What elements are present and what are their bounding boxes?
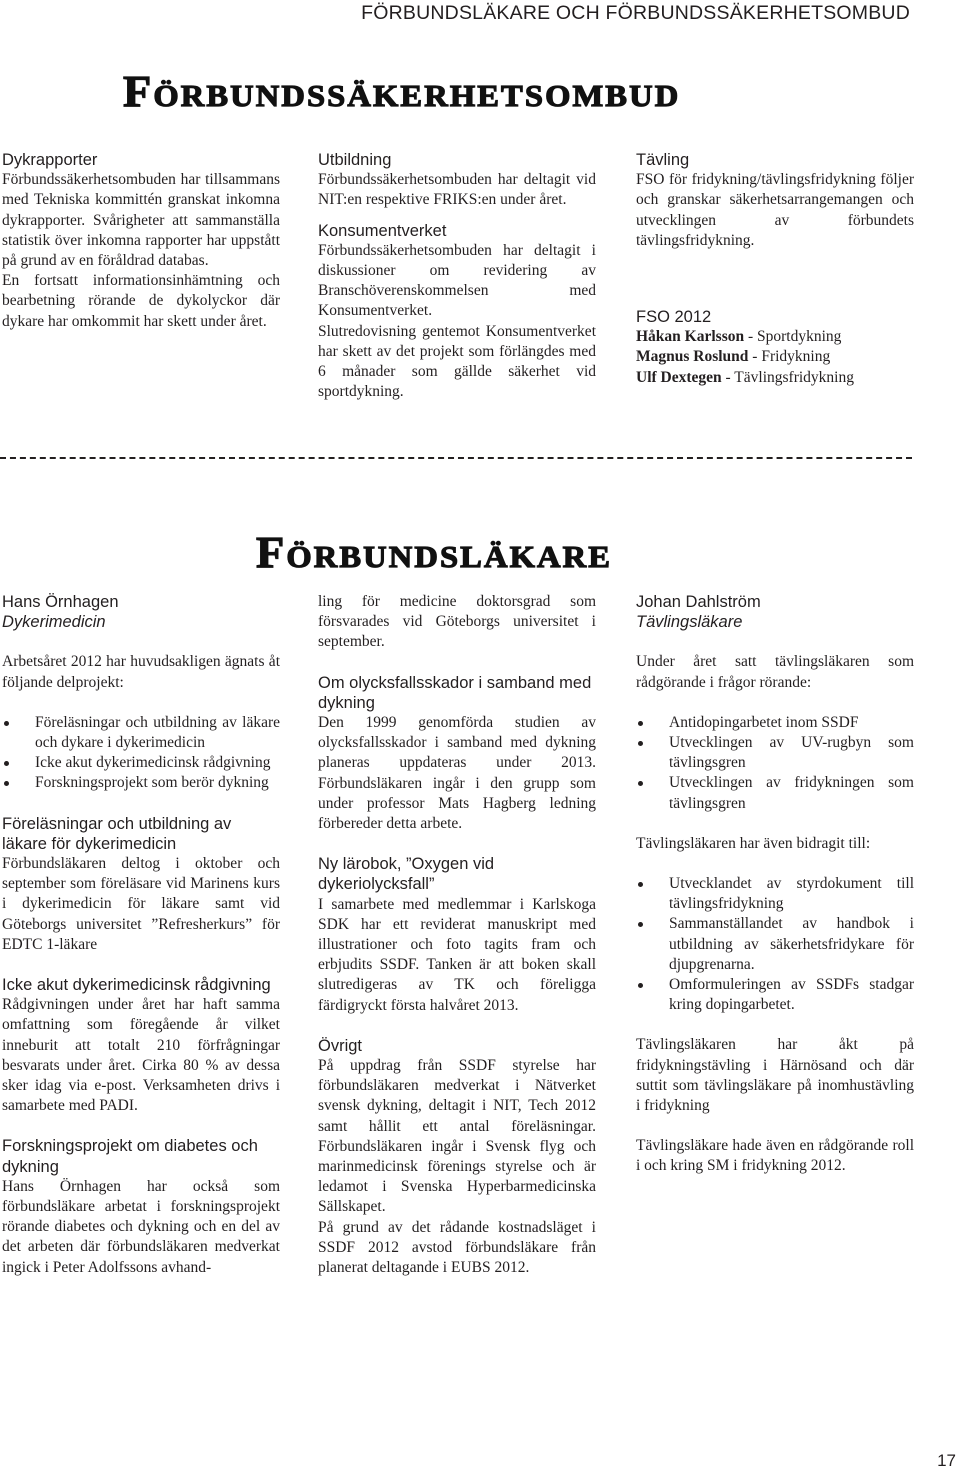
subheading: Forskningsprojekt om diabetes och dykning bbox=[2, 1137, 258, 1176]
subheading: Föreläsningar och utbildning av läkare för dykerimedicin bbox=[2, 814, 232, 853]
running-header: FÖRBUNDSLÄKARE OCH FÖRBUNDSSÄKERHETSOMBUD bbox=[361, 2, 910, 24]
list-item: Icke akut dykerimedicinsk rådgivning bbox=[2, 753, 280, 773]
dashed-divider bbox=[0, 457, 912, 459]
paragraph: Tävlingsläkaren har även bidragit till: bbox=[636, 834, 871, 852]
bullet-list bbox=[2, 713, 280, 794]
heading-tavling: Tävling bbox=[636, 151, 690, 169]
paragraph: Slutredovisning gentemot Konsumentverket har skett av det projekt som förlängdes med 6 månader som gällde säkerhet vid sportdykning. bbox=[318, 322, 596, 401]
page-number: 17 bbox=[937, 1451, 956, 1470]
section-title-forbundslakare: Förbundsläkare bbox=[256, 528, 613, 577]
paragraph: Arbetsåret 2012 har huvudsakligen ägnats åt följande delprojekt: bbox=[2, 653, 280, 691]
paragraph: Förbundssäkerhetsombuden har tillsammans med Tekniska kommittén granskat inkomna dykrapporter. Svårigheter att sammanställa statistik över inkomna rapporter har uppstått på grund av en föråldrad databas. bbox=[2, 171, 280, 270]
heading-utbildning: Utbildning bbox=[318, 151, 392, 169]
list-item: Utvecklingen av fridykningen som tävlingsgren bbox=[636, 773, 914, 813]
list-item: Omformuleringen av SSDFs stadgar kring dopingarbetet. bbox=[636, 975, 914, 1015]
lakare-column-3 bbox=[636, 592, 914, 1177]
paragraph: I samarbete med medlemmar i Karlskoga SDK har ett reviderat manuskript med illustrationer och foto tagits fram och erbjudits SSDF. Tanken är att boken skall slutredigeras av TK och föreligga färdigryckt första halvåret 2013. bbox=[318, 895, 596, 1014]
paragraph: ling för medicine doktorsgrad som försvarades vid Göteborgs universitet i september. bbox=[318, 593, 596, 651]
paragraph: Förbundsläkaren deltog i oktober och september som föreläsare vid Marinens kurs i dykerimedicin för läkare samt vid Göteborgs universitet ”Refresherkurs” för EDTC 1-läkare bbox=[2, 855, 280, 953]
subheading: Övrigt bbox=[318, 1036, 363, 1055]
subheading: Icke akut dykerimedicinsk rådgivning bbox=[2, 976, 271, 995]
paragraph: Hans Örnhagen har också som förbundsläkare arbetat i forskningsprojekt rörande diabetes och dykning och en del av det arbeten där förbundsläkaren medverkat ingick i Peter Adolfssons avhand- bbox=[2, 1177, 280, 1276]
heading-dykrapporter: Dykrapporter bbox=[2, 151, 98, 169]
list-item: Utvecklingen av UV-rugbyn som tävlingsgren bbox=[636, 733, 914, 773]
sakerhet-column-3 bbox=[636, 150, 914, 388]
list-item: Forskningsprojekt som berör dykning bbox=[2, 773, 280, 793]
section-title-sakerhetsombud: Förbundssäkerhetsombud bbox=[123, 67, 681, 116]
fso-person bbox=[636, 327, 914, 347]
sakerhet-column-1 bbox=[2, 150, 280, 332]
paragraph: Förbundssäkerhetsombuden har deltagit vid NIT:en respektive FRIKS:en under året. bbox=[318, 171, 596, 209]
bullet-list bbox=[636, 874, 914, 1015]
list-item: Antidopingarbetet inom SSDF bbox=[636, 713, 914, 733]
fso-person-role: - Tävlingsfridykning bbox=[721, 368, 854, 386]
person-name: Johan Dahlström bbox=[636, 593, 761, 611]
paragraph: Tävlingsläkaren har åkt på fridykningstävling i Härnösand och där suttit som tävlingsläkare på inomhustävling i fridykning bbox=[636, 1036, 914, 1115]
fso-person bbox=[636, 347, 914, 367]
fso-person-name: Ulf Dextegen bbox=[636, 368, 722, 386]
fso-person bbox=[636, 368, 914, 388]
lakare-column-2 bbox=[318, 592, 596, 1278]
subheading: Ny lärobok, ”Oxygen vid dykeriolycksfall” bbox=[318, 855, 495, 894]
paragraph: FSO för fridykning/tävlingsfridykning följer och granskar säkerhetsarrangemangen och utvecklingen av förbundets tävlingsfridykning. bbox=[636, 171, 914, 249]
person-role: Tävlingsläkare bbox=[636, 613, 743, 632]
list-item: Utvecklandet av styrdokument till tävlingsfridykning bbox=[636, 874, 914, 914]
paragraph: En fortsatt informationsinhämtning och bearbetning rörande de dykolyckor där dykare har omkommit har skett under året. bbox=[2, 272, 280, 330]
person-name: Hans Örnhagen bbox=[2, 593, 119, 611]
lakare-column-1 bbox=[2, 592, 280, 1278]
paragraph: På uppdrag från SSDF styrelse har förbundsläkaren medverkat i Nätverket svensk dykning, deltagit i NIT, Tech 2012 samt hållit ett antal föreläsningar. Förbundsläkaren ingår i Svensk flyg och marinmedicinsk förenings styrelse och är ledamot i Svenska Hyperbarmedicinska Sällskapet. bbox=[318, 1057, 596, 1216]
paragraph: Under året satt tävlingsläkaren som rådgörande i frågor rörande: bbox=[636, 653, 914, 691]
sakerhet-column-2 bbox=[318, 150, 596, 402]
fso-person-role: - Sportdykning bbox=[744, 328, 842, 346]
fso-person-name: Magnus Roslund bbox=[636, 348, 749, 366]
list-item: Föreläsningar och utbildning av läkare och dykare i dykerimedicin bbox=[2, 713, 280, 753]
person-role: Dykerimedicin bbox=[2, 613, 106, 632]
subheading: Om olycksfallsskador i samband med dykning bbox=[318, 673, 592, 712]
fso-person-name: Håkan Karlsson bbox=[636, 328, 745, 346]
bullet-list bbox=[636, 713, 914, 814]
heading-fso-2012: FSO 2012 bbox=[636, 308, 712, 327]
paragraph: Den 1999 genomförda studien av olycksfallsskador i samband med dykning planeras uppdateras under 2013. Förbundsläkaren ingår i den grupp som under professor Mats Hagberg ledning förbereder detta arbete. bbox=[318, 714, 596, 833]
paragraph: Tävlingsläkare hade även en rådgörande roll i och kring SM i fridykning 2012. bbox=[636, 1137, 914, 1175]
heading-konsumentverket: Konsumentverket bbox=[318, 221, 447, 240]
paragraph: Förbundssäkerhetsombuden har deltagit i diskussioner om revidering av Branschöverenskommelsen med Konsumentverket. bbox=[318, 241, 596, 320]
list-item: Sammanställandet av handbok i utbildning av säkerhetsfridykare för djupgrenarna. bbox=[636, 914, 914, 975]
paragraph: På grund av det rådande kostnadsläget i SSDF 2012 avstod förbundsläkare från planerat deltagande i EUBS 2012. bbox=[318, 1218, 596, 1277]
paragraph: Rådgivningen under året har haft samma omfattning som föregående år vilket inneburit att totalt 210 förfrågningar besvarats under året. Cirka 80 % av dessa sker idag via e-post. Verksamheten drivs i samarbete med PADI. bbox=[2, 996, 280, 1115]
fso-person-role: - Fridykning bbox=[748, 348, 831, 366]
